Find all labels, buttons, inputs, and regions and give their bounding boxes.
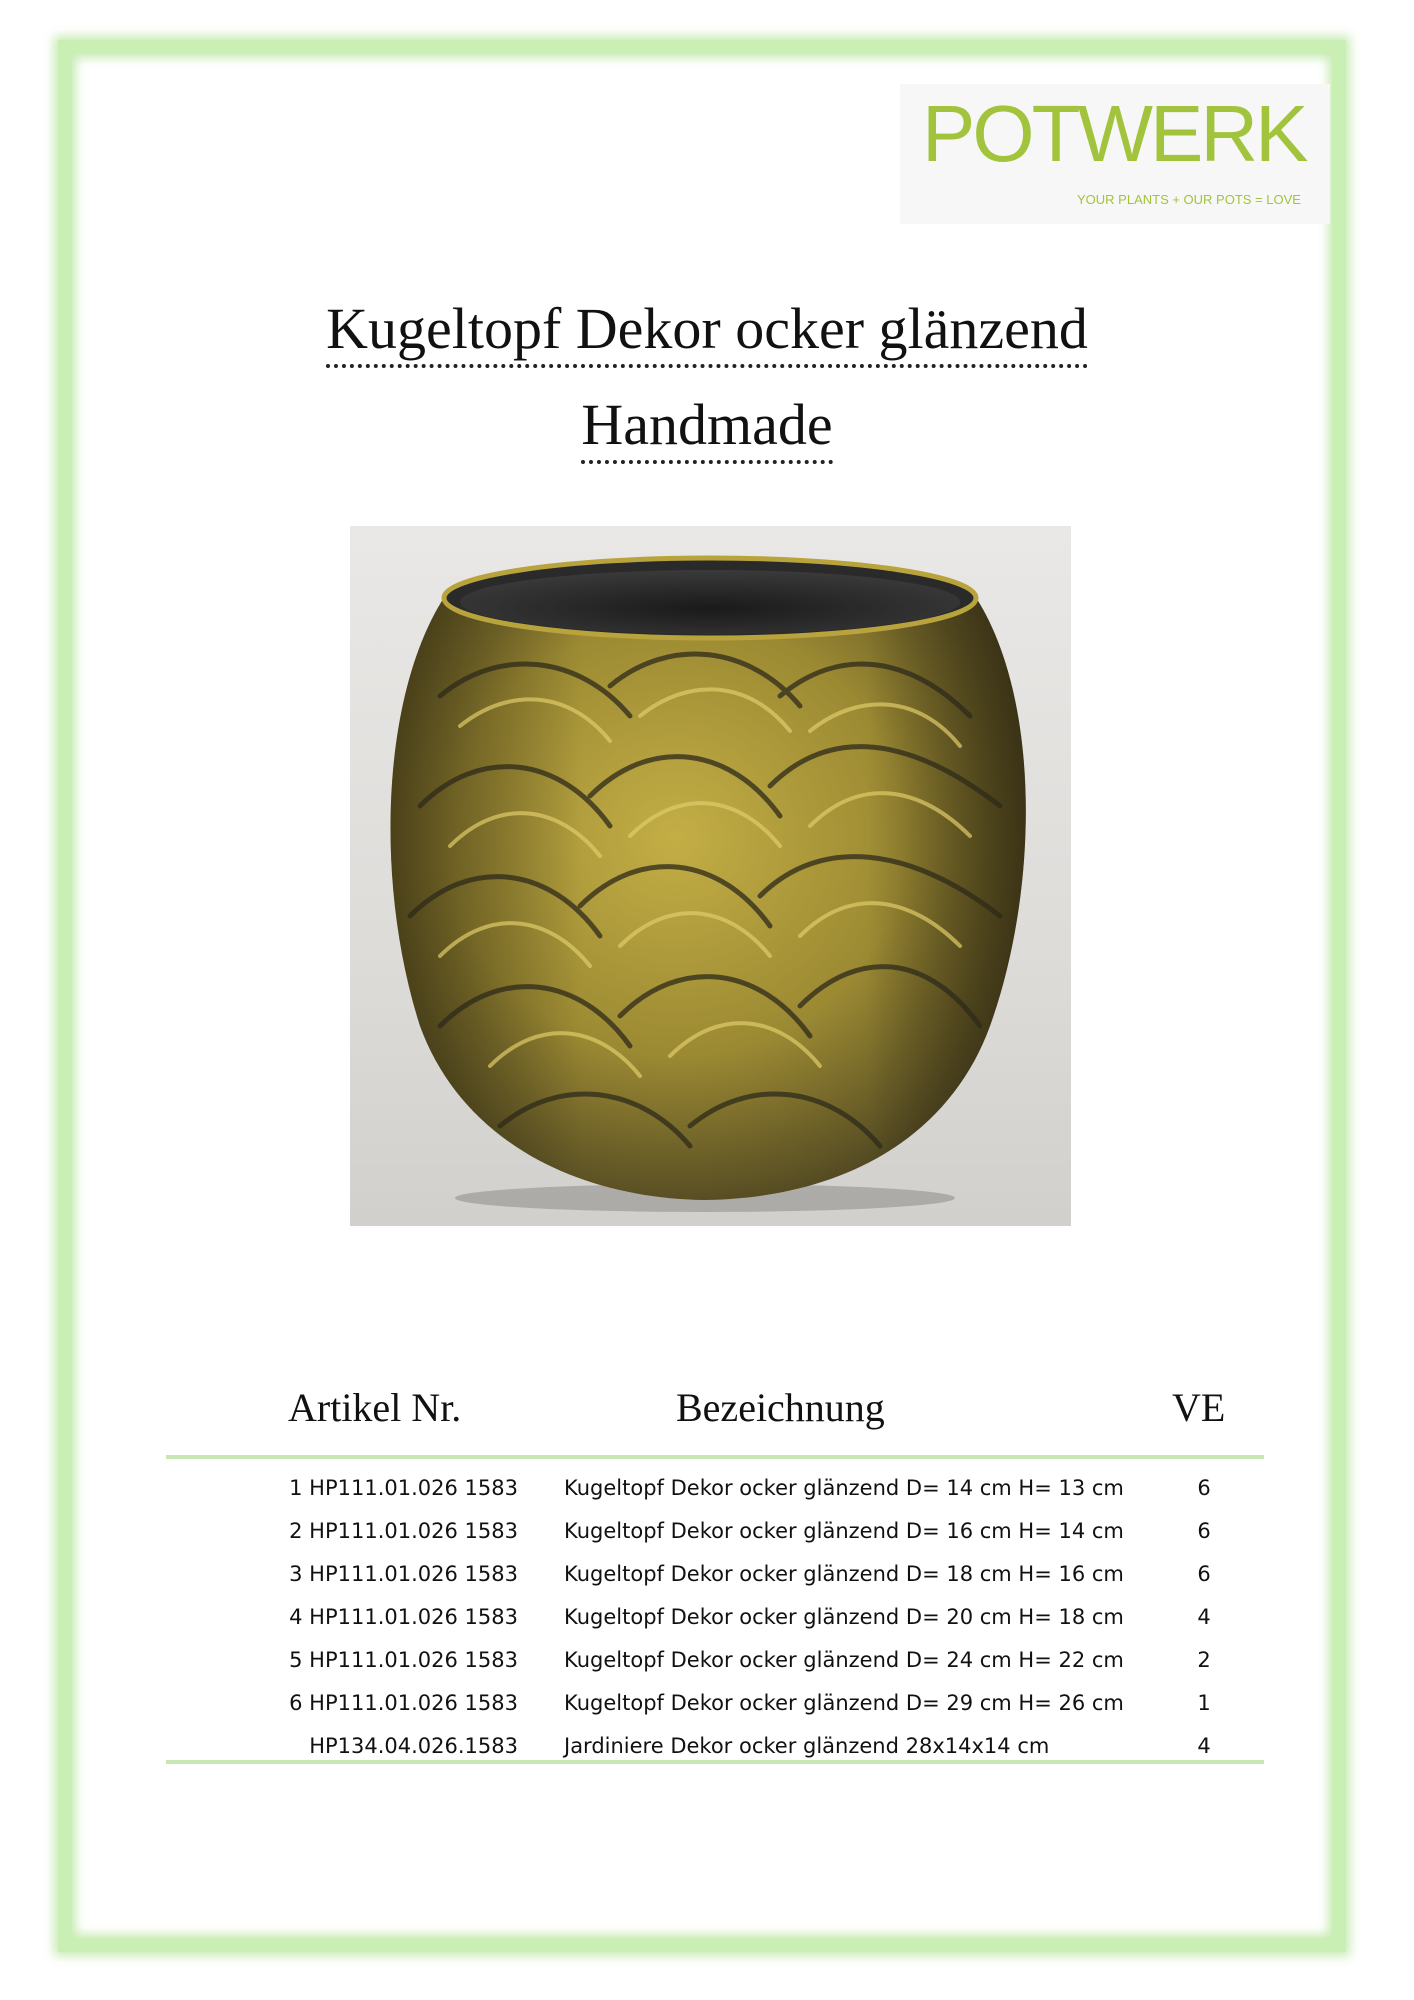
artikel-cell: 6 HP111.01.026 1583 — [289, 1691, 518, 1715]
table-row — [166, 1511, 1264, 1554]
bezeichnung-cell: Kugeltopf Dekor ocker glänzend D= 20 cm H= 18 cm — [564, 1605, 1124, 1629]
artikel-cell: 5 HP111.01.026 1583 — [289, 1648, 518, 1672]
pot-illustration — [350, 526, 1071, 1226]
table-row — [166, 1554, 1264, 1597]
ve-cell: 1 — [1197, 1691, 1211, 1715]
table-row — [166, 1468, 1264, 1511]
bezeichnung-cell: Kugeltopf Dekor ocker glänzend D= 16 cm H= 14 cm — [564, 1519, 1124, 1543]
logo-tagline: YOUR PLANTS + OUR POTS = LOVE — [1077, 192, 1301, 207]
bezeichnung-cell: Jardiniere Dekor ocker glänzend 28x14x14 cm — [564, 1734, 1050, 1758]
ve-cell: 6 — [1197, 1519, 1211, 1543]
bezeichnung-cell: Kugeltopf Dekor ocker glänzend D= 24 cm H= 22 cm — [564, 1648, 1124, 1672]
table-row — [166, 1683, 1264, 1726]
header-bezeichnung: Bezeichnung — [676, 1385, 885, 1430]
title-line-2: Handmade — [581, 396, 832, 464]
header-ve: VE — [1172, 1385, 1226, 1430]
bezeichnung-cell: Kugeltopf Dekor ocker glänzend D= 29 cm H= 26 cm — [564, 1691, 1124, 1715]
artikel-cell: 3 HP111.01.026 1583 — [289, 1562, 518, 1586]
ve-cell: 2 — [1197, 1648, 1211, 1672]
artikel-cell: 2 HP111.01.026 1583 — [289, 1519, 518, 1543]
table-row — [166, 1640, 1264, 1683]
ve-cell: 6 — [1197, 1562, 1211, 1586]
bezeichnung-cell: Kugeltopf Dekor ocker glänzend D= 18 cm H= 16 cm — [564, 1562, 1124, 1586]
article-table — [166, 1468, 1264, 1769]
artikel-cell: 1 HP111.01.026 1583 — [289, 1476, 518, 1500]
ve-cell: 6 — [1197, 1476, 1211, 1500]
logo-wordmark: POTWERK — [922, 89, 1306, 178]
table-bottom-rule — [166, 1760, 1264, 1764]
page-title — [0, 296, 1414, 368]
artikel-cell: 4 HP111.01.026 1583 — [289, 1605, 518, 1629]
page-subtitle — [0, 392, 1414, 464]
ve-cell: 4 — [1197, 1734, 1211, 1758]
bezeichnung-cell: Kugeltopf Dekor ocker glänzend D= 14 cm H= 13 cm — [564, 1476, 1124, 1500]
title-line-1: Kugeltopf Dekor ocker glänzend — [326, 300, 1088, 368]
ve-cell: 4 — [1197, 1605, 1211, 1629]
artikel-cell: HP134.04.026.1583 — [309, 1734, 518, 1758]
table-top-rule — [166, 1455, 1264, 1459]
table-row — [166, 1597, 1264, 1640]
header-artikel: Artikel Nr. — [288, 1385, 462, 1430]
product-photo — [350, 526, 1071, 1226]
potwerk-logo — [900, 84, 1330, 224]
